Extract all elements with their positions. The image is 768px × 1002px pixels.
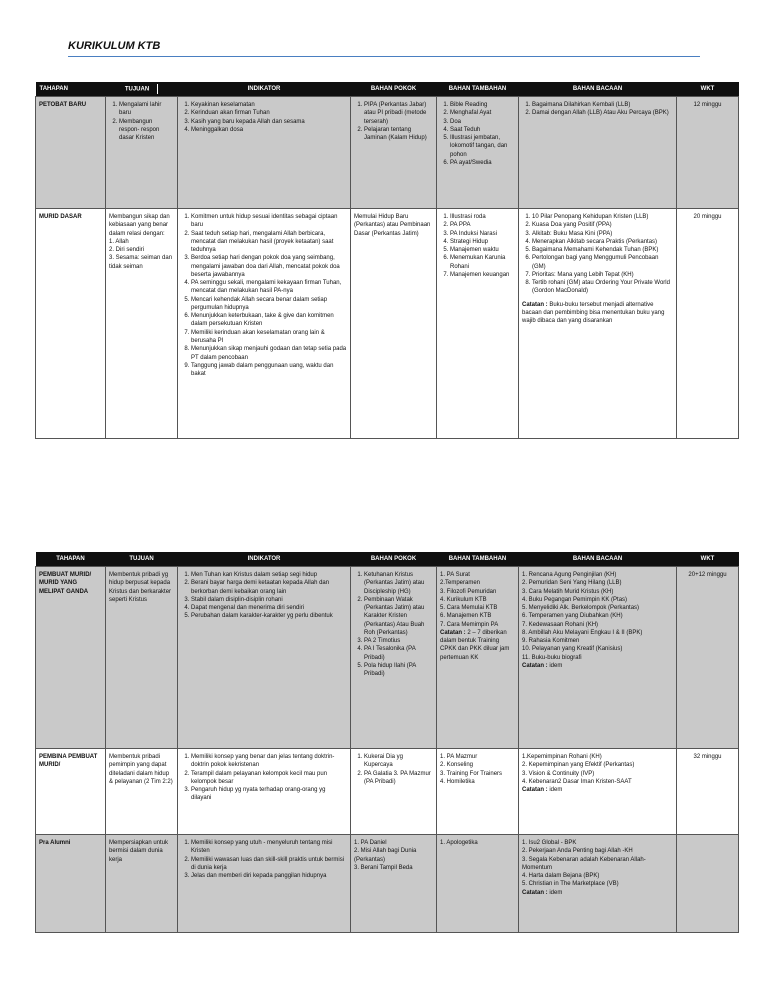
header-indikator: INDIKATOR xyxy=(178,82,351,97)
list-item: 4. Kebenaran2 Dasar Iman Kristen-SAAT xyxy=(522,778,632,785)
list-item: 4. PA seminggu sekali, mengalami kekayaan firman Tuhan, mencatat dan melakukan hasil PA-nya xyxy=(191,279,347,296)
tujuan-text: Membangun sikap dan kebiasaan yang benar dalam relasi dengan: xyxy=(109,214,170,237)
header-wkt: WKT xyxy=(677,82,739,97)
list-item: 1. Men Tuhan kan Kristus dalam setiap segi hidup xyxy=(191,571,347,579)
title-underline xyxy=(68,56,700,57)
bahan-tambahan-cell xyxy=(437,749,519,835)
bahan-bacaan-cell xyxy=(519,749,677,835)
list-item: 1.Kepemimpinan Rohani (KH) xyxy=(522,754,602,760)
header-bahan-bacaan: BAHAN BACAAN xyxy=(519,82,677,97)
catatan-note: Catatan : idem xyxy=(522,787,563,794)
list-item: 5. Christian in The Marketplace (VB) xyxy=(522,881,619,888)
list-item: 7. Prioritas: Mana yang Lebih Tepat (KH) xyxy=(532,271,673,279)
list-item: 4. Dapat mengenal dan menerima diri sendiri xyxy=(191,604,347,612)
list-item: 1. PA Mazmur xyxy=(440,754,478,760)
tahapan-cell: PEMBINA PEMBUAT MURID/ xyxy=(36,749,106,835)
list-item: 3. Vision & Continuity (IVP) xyxy=(522,770,595,777)
indikator-cell xyxy=(178,97,351,209)
list-item: 3. Pengaruh hidup yg nyata terhadap orang-orang yg dilayani xyxy=(191,786,347,803)
list-item: 2. Memiliki wawasan luas dan skill-skill praktis untuk bermisi di dunia kerja xyxy=(191,856,347,873)
list-item: 3. Stabil dalam disiplin-disiplin rohani xyxy=(191,596,347,604)
indikator-cell xyxy=(178,567,351,749)
list-item: 11. Buku-buku biografi xyxy=(522,654,582,661)
table-header-row xyxy=(36,82,739,97)
list-item: 1. PA Daniel xyxy=(354,840,387,846)
list-item: 10. Pelayanan yang Kreatif (Kanisius) xyxy=(522,646,623,653)
list-item: 1. Bible Reading xyxy=(450,101,515,109)
list-item: 4. Buku Pegangan Pemimpin KK (Ptas) xyxy=(522,596,628,603)
list-item: 2. Berani bayar harga demi ketaatan kepada Allah dan berkorban demi kebaikan orang lain xyxy=(191,579,347,596)
bahan-tambahan-cell xyxy=(437,835,519,933)
list-item: 1. PIPA (Perkantas Jabar) atau PI pribadi (metode terserah) xyxy=(364,101,433,126)
list-item: 5. Menyelidiki Alk. Berkelompok (Perkantas) xyxy=(522,605,640,612)
list-item: 1. Komitmen untuk hidup sesuai identitas sebagai ciptaan baru xyxy=(191,213,347,230)
bahan-bacaan-cell xyxy=(519,567,677,749)
list-item: 2.Temperamen xyxy=(440,580,481,587)
list-item: 3. Berani Tampil Beda xyxy=(354,864,413,871)
list-item: 5. Manajemen waktu xyxy=(450,246,515,254)
list-item: 2. Damai dengan Allah (LLB) Atau Aku Percaya (BPK) xyxy=(532,109,673,117)
header-tahapan: TAHAPAN xyxy=(36,552,106,567)
list-item: 2. Kepemimpinan yang Efektif (Perkantas) xyxy=(522,762,635,769)
catatan-note: Catatan : idem xyxy=(522,889,563,896)
indikator-cell xyxy=(178,209,351,439)
list-item: 1. 10 Pilar Penopang Kehidupan Kristen (LLB) xyxy=(532,213,673,221)
header-wkt: WKT xyxy=(677,552,739,567)
list-item: 5. Illustrasi jembatan, lokomotif tangan, dan pohon xyxy=(450,134,515,159)
header-bahan-pokok: BAHAN POKOK xyxy=(351,552,437,567)
list-item: 4. Harta dalam Bejana (BPK) xyxy=(522,873,600,880)
list-item: 3. Sesama: seiman dan tidak seiman xyxy=(109,255,173,270)
list-item: 8. Ambillah Aku Melayani Engkau I & II (BPK) xyxy=(522,629,643,636)
list-item: 7. Cara Memimpin PA xyxy=(440,621,499,628)
wkt-cell xyxy=(677,835,739,933)
list-item: 1. Rencana Agung Penginjilan (KH) xyxy=(522,572,617,578)
header-indikator: INDIKATOR xyxy=(178,552,351,567)
list-item: 1. Illustrasi roda xyxy=(450,213,515,221)
list-item: 9. Rahasia Komitmen xyxy=(522,638,580,645)
list-item: 2. PA Galatia 3. PA Mazmur (PA Pribadi) xyxy=(364,770,433,787)
header-bahan-tambahan: BAHAN TAMBAHAN xyxy=(437,82,519,97)
list-item: 2. Pemuridan Seni Yang Hilang (LLB) xyxy=(522,580,622,587)
bahan-pokok-cell: Memulai Hidup Baru (Perkantas) atau Pembinaan Dasar (Perkantas Jatim) xyxy=(351,209,437,439)
list-item: 2. Membangun respon- respon dasar Kristen xyxy=(119,118,174,143)
header-tahapan: TAHAPAN xyxy=(36,82,106,97)
list-item: 2. Pembinaan Watak (Perkantas Jatim) atau Karakter Kristen (Perkantas) Atau Buah Roh (Perkantas) xyxy=(364,596,433,637)
list-item: 2. Diri sendiri xyxy=(109,247,145,254)
curriculum-table-2 xyxy=(35,552,739,933)
header-bahan-bacaan: BAHAN BACAAN xyxy=(519,552,677,567)
list-item: 1. Bagaimana Dilahirkan Kembali (LLB) xyxy=(532,101,673,109)
list-item: 3. Segala Kebenaran adalah Kebenaran Allah-Momentum xyxy=(522,856,646,871)
list-item: 8. Menunjukkan sikap menjauhi godaan dan tetap setia pada PT dalam pencobaan xyxy=(191,345,347,362)
document-title: KURIKULUM KTB xyxy=(68,40,161,52)
list-item: 3. Doa xyxy=(450,118,515,126)
list-item: 6. PA ayat/Swedia xyxy=(450,159,515,167)
table-row xyxy=(36,835,739,933)
list-item: 3. Berdoa setiap hari dengan pokok doa yang seimbang, mengalami jawaban doa dari Allah, mencatat pokok doa beserta jawabannya xyxy=(191,254,347,279)
bahan-tambahan-cell xyxy=(437,97,519,209)
list-item: 2. PA PPA xyxy=(450,221,515,229)
tahapan-cell: PEMBUAT MURID/ MURID YANG MELIPAT GANDA xyxy=(36,567,106,749)
bahan-bacaan-cell xyxy=(519,835,677,933)
wkt-cell: 12 minggu xyxy=(677,97,739,209)
list-item: 4. PA I Tesalonika (PA Pribadi) xyxy=(364,645,433,662)
indikator-cell xyxy=(178,749,351,835)
list-item: 4. Meninggalkan dosa xyxy=(191,126,347,134)
catatan-note: Catatan : Buku-buku tersebut menjadi alternative bacaan dan pembimbing bisa menentukan buku yang wajib dibaca dan yang disarankan xyxy=(522,301,665,325)
list-item: 4. Homiletika xyxy=(440,778,475,785)
list-item: 6. Temperamen yang Diubahkan (KH) xyxy=(522,613,623,620)
list-item: 6. Manajemen KTB xyxy=(440,613,492,620)
list-item: 1. Allah xyxy=(109,238,129,245)
list-item: 6. Menemukan Karunia Rohani xyxy=(450,254,515,271)
catatan-note: Catatan : idem xyxy=(522,662,563,669)
list-item: 1. Keyakinan keselamatan xyxy=(191,101,347,109)
bahan-pokok-cell xyxy=(351,749,437,835)
curriculum-table-1 xyxy=(35,82,739,439)
list-item: 7. Manajemen keuangan xyxy=(450,271,515,279)
list-item: 2. Saat teduh setiap hari, mengalami Allah berbicara, mencatat dan melakukan hasil (proyek ketaatan) saat teduhnya xyxy=(191,230,347,255)
header-bahan-tambahan: BAHAN TAMBAHAN xyxy=(437,552,519,567)
indikator-cell xyxy=(178,835,351,933)
list-item: 2. Pelajaran tentang Jaminan (Kalam Hidup) xyxy=(364,126,433,143)
list-item: 1. Mengalami lahir baru xyxy=(119,101,174,118)
list-item: 1. Isu2 Global - BPK xyxy=(522,840,577,846)
list-item: 5. Pola hidup Ilahi (PA Pribadi) xyxy=(364,662,433,679)
table-row xyxy=(36,749,739,835)
list-item: 1. Kukerai Dia yg Kupercaya xyxy=(364,753,433,770)
list-item: 2. Kuasa Doa yang Positif (PPA) xyxy=(532,221,673,229)
tujuan-cell: Membentuk pribadi yg hidup berpusat kepada Kristus dan berkarakter seperti Kristus xyxy=(106,567,178,749)
list-item: 5. Perubahan dalam karakter-karakter yg perlu dibentuk xyxy=(191,612,347,620)
list-item: 2. Terampil dalam pelayanan kelompok kecil mau pun kelompok besar xyxy=(191,770,347,787)
list-item: 1. PA Surat xyxy=(440,572,470,578)
list-item: 1. Ketuhanan Kristus (Perkantas Jatim) atau Discipleship (HG) xyxy=(364,571,433,596)
list-item: 9. Tanggung jawab dalam penggunaan uang, waktu dan bakat xyxy=(191,362,347,379)
list-item: 2. Menghafal Ayat xyxy=(450,109,515,117)
list-item: 3. Jelas dan memberi diri kepada panggilan hidupnya xyxy=(191,872,347,880)
catatan-note: Catatan : 2 – 7 diberikan dalam bentuk Training CPKK dan PKK diluar jam pertemuan KK xyxy=(440,629,510,661)
list-item: 3. Training For Trainers xyxy=(440,770,503,777)
bahan-bacaan-cell xyxy=(519,209,677,439)
list-item: 1. Memiliki konsep yang utuh - menyeluruh tentang misi Kristen xyxy=(191,839,347,856)
tujuan-cell xyxy=(106,209,178,439)
tujuan-cell: Mempersiapkan untuk bermisi dalam dunia kerja xyxy=(106,835,178,933)
bahan-pokok-cell xyxy=(351,835,437,933)
list-item: 5. Bagaimana Memahami Kehendak Tuhan (BPK) xyxy=(532,246,673,254)
header-bahan-pokok: BAHAN POKOK xyxy=(351,82,437,97)
table-header-row xyxy=(36,552,739,567)
tahapan-cell: MURID DASAR xyxy=(36,209,106,439)
list-item: 3. Alkitab: Buku Masa Kini (PPA) xyxy=(532,230,673,238)
list-item: 4. Kurikulum KTB xyxy=(440,596,487,603)
list-item: 1. Memiliki konsep yang benar dan jelas tentang doktrin-doktrin pokok kekristenan xyxy=(191,753,347,770)
list-item: 2. Misi Allah bagi Dunia (Perkantas) xyxy=(354,848,417,863)
list-item: 8. Tertib rohani (GM) atau Ordering Your Private World (Gordon MacDonald) xyxy=(532,279,673,296)
bahan-pokok-cell xyxy=(351,97,437,209)
list-item: 5. Cara Memulai KTB xyxy=(440,605,498,612)
tujuan-cell: Membentuk pribadi pemimpin yang dapat diteladani dalam hidup & pelayanan (2 Tim 2:2) xyxy=(106,749,178,835)
list-item: 2. Konseling xyxy=(440,762,474,769)
wkt-cell: 32 minggu xyxy=(677,749,739,835)
bahan-tambahan-cell xyxy=(437,567,519,749)
list-item: 4. Strategi Hidup xyxy=(450,238,515,246)
list-item: 3. Kasih yang baru kepada Allah dan sesama xyxy=(191,118,347,126)
table-row xyxy=(36,97,739,209)
list-item: 5. Mencari kehendak Allah secara benar dalam setiap pergumulan hidupnya xyxy=(191,296,347,313)
header-tujuan: TUJUAN xyxy=(106,552,178,567)
list-item: 6. Menunjukkan keterbukaan, take & give dan komitmen dalam persekutuan Kristen xyxy=(191,312,347,329)
list-item: 3. PA 2 Timotius xyxy=(364,637,433,645)
wkt-cell: 20+12 minggu xyxy=(677,567,739,749)
list-item: 3. Cara Melatih Murid Kristus (KH) xyxy=(522,588,614,595)
column-separator xyxy=(157,84,158,94)
list-item: 7. Kedewasaan Rohani (KH) xyxy=(522,621,599,628)
tujuan-cell xyxy=(106,97,178,209)
list-item: 7. Memiliki kerinduan akan keselamatan orang lain & berusaha PI xyxy=(191,329,347,346)
list-item: 6. Pertolongan bagi yang Menggumuli Pencobaan (GM) xyxy=(532,254,673,271)
bahan-tambahan-cell xyxy=(437,209,519,439)
wkt-cell: 20 minggu xyxy=(677,209,739,439)
list-item: 3. Filozofi Pemuridan xyxy=(440,588,497,595)
table-row xyxy=(36,567,739,749)
list-item: 4. Saat Teduh xyxy=(450,126,515,134)
table-row xyxy=(36,209,739,439)
list-item: 4. Menerapkan Alkitab secara Praktis (Perkantas) xyxy=(532,238,673,246)
list-item: 2. Pekerjaan Anda Penting bagi Allah -KH xyxy=(522,848,633,855)
list-item: 2. Kerinduan akan firman Tuhan xyxy=(191,109,347,117)
list-item: 1. Apologetika xyxy=(440,840,478,846)
tahapan-cell: PETOBAT BARU xyxy=(36,97,106,209)
bahan-bacaan-cell xyxy=(519,97,677,209)
list-item: 3. PA Induksi Narasi xyxy=(450,230,515,238)
tahapan-cell: Pra Alumni xyxy=(36,835,106,933)
header-tujuan: TUJUAN xyxy=(106,82,178,97)
bahan-pokok-cell xyxy=(351,567,437,749)
